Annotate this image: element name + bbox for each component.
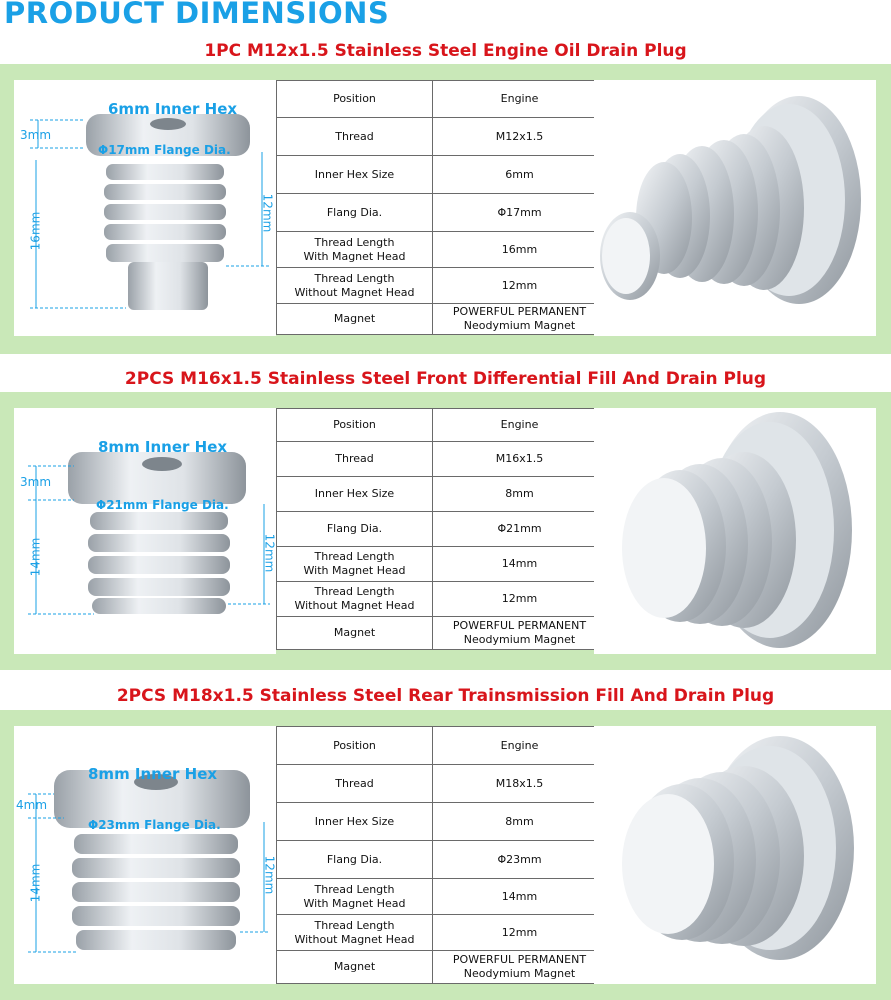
spec-value: Φ17mm bbox=[433, 194, 607, 232]
section-2-spec-table bbox=[276, 408, 607, 650]
spec-row bbox=[277, 765, 607, 803]
spec-row bbox=[277, 951, 607, 984]
section-2-heading: 2PCS M16x1.5 Stainless Steel Front Differential Fill And Drain Plug bbox=[124, 369, 767, 389]
spec-row bbox=[277, 409, 607, 442]
spec-row bbox=[277, 118, 607, 156]
spec-value: Φ21mm bbox=[433, 512, 607, 547]
plug-angled-icon bbox=[594, 408, 876, 654]
spec-key: Magnet bbox=[277, 951, 433, 984]
spec-value: M12x1.5 bbox=[433, 118, 607, 156]
section-2-head-height: 3mm bbox=[20, 475, 52, 489]
section-3-total-length: 14mm bbox=[28, 863, 43, 903]
spec-row bbox=[277, 442, 607, 477]
spec-key: Flang Dia. bbox=[277, 841, 433, 879]
spec-key: Thread Length With Magnet Head bbox=[277, 232, 433, 268]
spec-key: Thread bbox=[277, 442, 433, 477]
section-2-thread-length: 12mm bbox=[262, 533, 277, 573]
section-3-heading: 2PCS M18x1.5 Stainless Steel Rear Trainsmission Fill And Drain Plug bbox=[116, 686, 775, 706]
spec-key: Position bbox=[277, 409, 433, 442]
spec-key: Thread Length Without Magnet Head bbox=[277, 582, 433, 617]
section-1-flange-label: Φ17mm Flange Dia. bbox=[98, 143, 231, 157]
spec-value: POWERFUL PERMANENT Neodymium Magnet bbox=[433, 951, 607, 984]
spec-row bbox=[277, 727, 607, 765]
spec-key: Thread Length With Magnet Head bbox=[277, 879, 433, 915]
spec-row bbox=[277, 803, 607, 841]
spec-key: Thread bbox=[277, 765, 433, 803]
spec-value: 14mm bbox=[433, 547, 607, 582]
section-1-head-height: 3mm bbox=[20, 128, 52, 142]
spec-value: 12mm bbox=[433, 582, 607, 617]
spec-value: 8mm bbox=[433, 477, 607, 512]
spec-row bbox=[277, 268, 607, 304]
plug-angled-icon bbox=[594, 80, 876, 336]
spec-key: Thread Length Without Magnet Head bbox=[277, 915, 433, 951]
spec-row bbox=[277, 194, 607, 232]
spec-row bbox=[277, 915, 607, 951]
section-2-flange-label: Φ21mm Flange Dia. bbox=[96, 498, 229, 512]
section-1-dimension-drawing bbox=[14, 80, 276, 336]
spec-key: Magnet bbox=[277, 617, 433, 650]
section-2-hex-label: 8mm Inner Hex bbox=[98, 438, 228, 456]
spec-row bbox=[277, 617, 607, 650]
section-3-product-photo bbox=[594, 726, 876, 984]
section-3-thread-length: 12mm bbox=[262, 855, 277, 895]
spec-row bbox=[277, 547, 607, 582]
spec-key: Magnet bbox=[277, 304, 433, 335]
spec-key: Inner Hex Size bbox=[277, 803, 433, 841]
spec-value: M16x1.5 bbox=[433, 442, 607, 477]
spec-value: 6mm bbox=[433, 156, 607, 194]
section-2-product-photo bbox=[594, 408, 876, 654]
spec-value: 8mm bbox=[433, 803, 607, 841]
section-2-total-length: 14mm bbox=[28, 537, 43, 577]
plug-side-icon bbox=[14, 80, 276, 336]
section-1-heading: 1PC M12x1.5 Stainless Steel Engine Oil Drain Plug bbox=[204, 41, 687, 61]
spec-row bbox=[277, 156, 607, 194]
spec-key: Position bbox=[277, 81, 433, 118]
spec-row bbox=[277, 81, 607, 118]
section-1-total-length: 16mm bbox=[28, 211, 43, 251]
plug-angled-icon bbox=[594, 726, 876, 984]
spec-row bbox=[277, 582, 607, 617]
spec-row bbox=[277, 879, 607, 915]
spec-value: POWERFUL PERMANENT Neodymium Magnet bbox=[433, 617, 607, 650]
section-3-flange-label: Φ23mm Flange Dia. bbox=[88, 818, 221, 832]
spec-key: Inner Hex Size bbox=[277, 477, 433, 512]
spec-value: Engine bbox=[433, 727, 607, 765]
spec-value: 16mm bbox=[433, 232, 607, 268]
spec-key: Flang Dia. bbox=[277, 194, 433, 232]
spec-value: M18x1.5 bbox=[433, 765, 607, 803]
section-3-spec-table bbox=[276, 726, 607, 984]
spec-row bbox=[277, 477, 607, 512]
spec-key: Thread bbox=[277, 118, 433, 156]
spec-row bbox=[277, 232, 607, 268]
spec-row bbox=[277, 512, 607, 547]
spec-value: Engine bbox=[433, 409, 607, 442]
spec-value: Engine bbox=[433, 81, 607, 118]
spec-key: Thread Length Without Magnet Head bbox=[277, 268, 433, 304]
page-title: PRODUCT DIMENSIONS bbox=[4, 0, 390, 30]
section-1-product-photo bbox=[594, 80, 876, 336]
section-1-spec-table bbox=[276, 80, 607, 335]
spec-key: Flang Dia. bbox=[277, 512, 433, 547]
spec-key: Position bbox=[277, 727, 433, 765]
spec-value: 12mm bbox=[433, 268, 607, 304]
spec-value: Φ23mm bbox=[433, 841, 607, 879]
spec-value: 12mm bbox=[433, 915, 607, 951]
spec-value: 14mm bbox=[433, 879, 607, 915]
spec-value: POWERFUL PERMANENT Neodymium Magnet bbox=[433, 304, 607, 335]
spec-row bbox=[277, 304, 607, 335]
spec-row bbox=[277, 841, 607, 879]
spec-key: Inner Hex Size bbox=[277, 156, 433, 194]
spec-key: Thread Length With Magnet Head bbox=[277, 547, 433, 582]
section-1-thread-length: 12mm bbox=[260, 193, 275, 233]
section-3-hex-label: 8mm Inner Hex bbox=[88, 765, 218, 783]
section-3-head-height: 4mm bbox=[16, 798, 48, 812]
section-1-hex-label: 6mm Inner Hex bbox=[108, 100, 238, 118]
